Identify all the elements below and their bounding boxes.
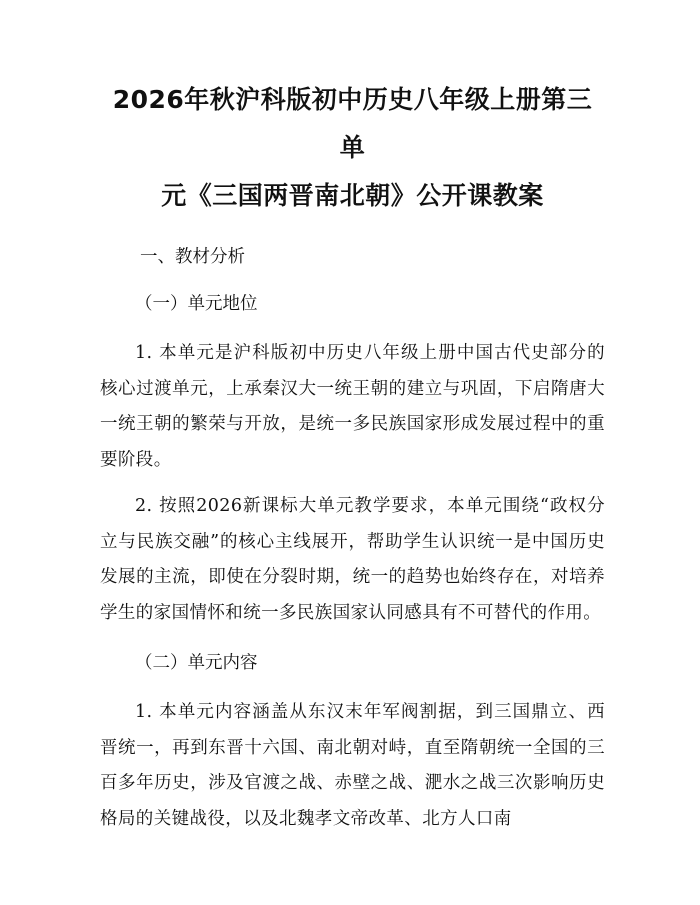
subsection-heading-unit-position: （一）单元地位 [135,294,258,314]
title-line-1: 2026年秋沪科版初中历史八年级上册第三单 [112,85,593,162]
paragraph-unit-position-2: 2. 按照2026新课标大单元教学要求，本单元围绕“政权分立与民族交融”的核心主线展开，帮助学生认识统一是中国历史发展的主流，即使在分裂时期，统一的趋势也始终存在，对培养学生的家国情怀和统一多民族国家认同感具有不可替代的作用。 [100,496,605,623]
paragraph-unit-content-1: 1. 本单元内容涵盖从东汉末年军阀割据，到三国鼎立、西晋统一，再到东晋十六国、南北朝对峙，直至隋朝统一全国的三百多年历史，涉及官渡之战、赤壁之战、淝水之战三次影响历史格局的关键战役，以及北魏孝文帝改革、北方人口南 [100,702,605,829]
section-heading-teaching-material-analysis: 一、教材分析 [140,247,245,267]
paragraph-unit-position-1: 1. 本单元是沪科版初中历史八年级上册中国古代史部分的核心过渡单元，上承秦汉大一统王朝的建立与巩固，下启隋唐大一统王朝的繁荣与开放，是统一多民族国家形成发展过程中的重要阶段。 [100,343,605,470]
document-title [100,76,605,220]
subsection-heading-unit-content: （二）单元内容 [135,653,258,673]
title-line-2: 元《三国两晋南北朝》公开课教案 [161,181,544,210]
